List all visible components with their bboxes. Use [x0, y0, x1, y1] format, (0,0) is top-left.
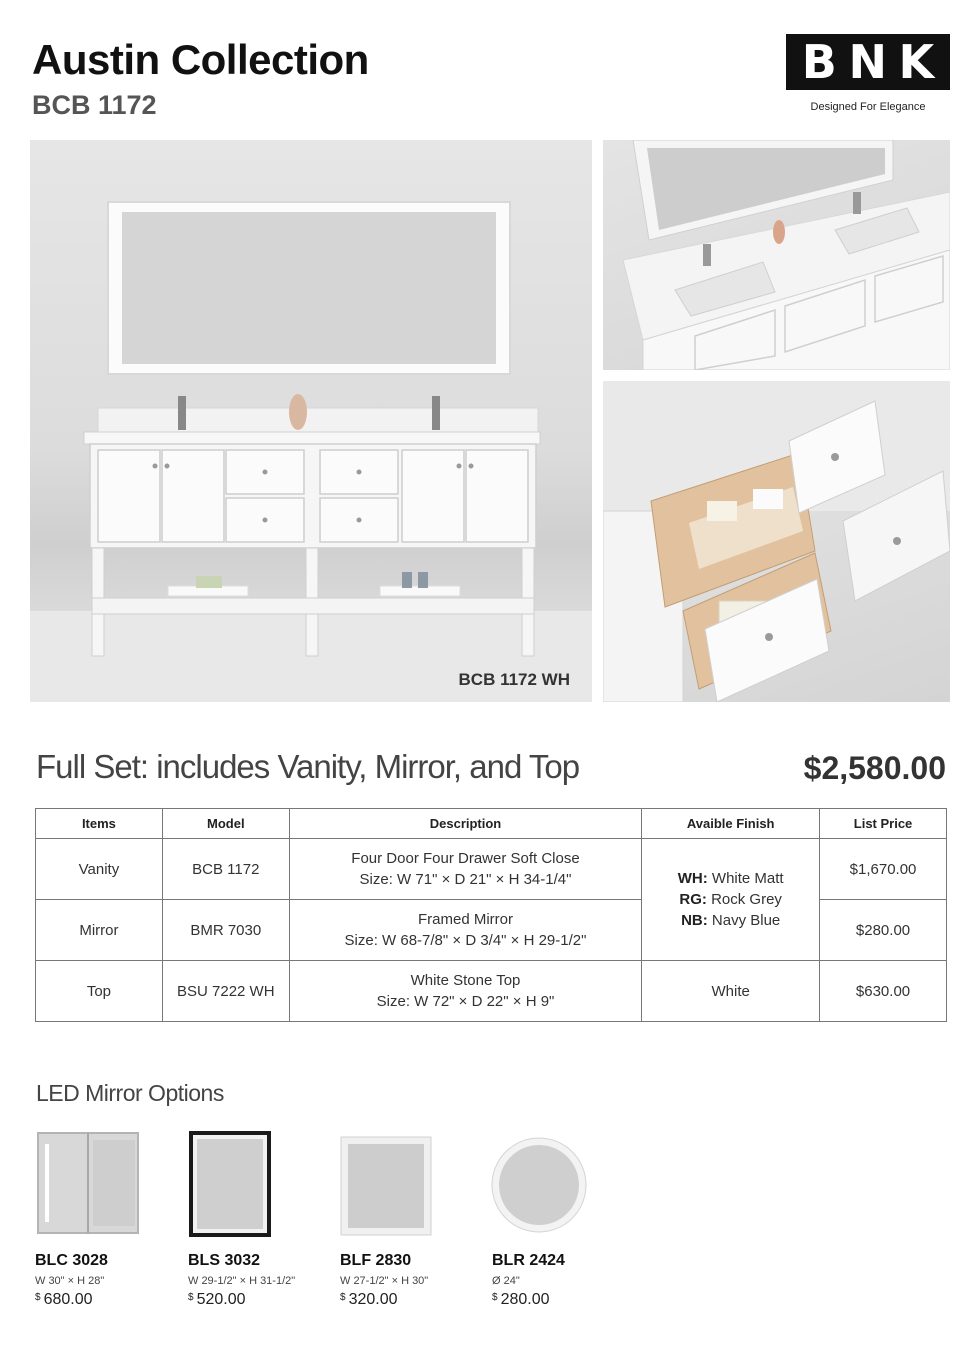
row-item: Vanity — [36, 839, 163, 900]
mirror-price: $ 680.00 — [35, 1291, 93, 1308]
spec-table — [35, 808, 947, 1022]
led-option-blr-2424[interactable] — [492, 1130, 632, 1309]
row-finish: White — [642, 961, 820, 1022]
header-model: Model — [162, 809, 289, 839]
row-model: BMR 7030 — [162, 900, 289, 961]
mirror-price: $ 520.00 — [188, 1291, 246, 1308]
mirror-size: W 29-1/2" × H 31-1/2" — [188, 1275, 296, 1287]
row-model: BCB 1172 — [162, 839, 289, 900]
mirror-glass — [122, 212, 496, 364]
led-option-bls-3032[interactable] — [188, 1130, 328, 1309]
page-title: Austin Collection — [32, 36, 369, 83]
table-header-row — [36, 809, 947, 839]
row-price: $280.00 — [820, 900, 947, 961]
faucet-left — [178, 396, 186, 430]
round-mirror-image — [492, 1130, 632, 1240]
sink-detail-photo — [603, 140, 950, 370]
model-subtitle: BCB 1172 — [32, 90, 157, 120]
row-item: Mirror — [36, 900, 163, 961]
table-row — [36, 839, 947, 900]
black-frame-mirror-image — [188, 1130, 328, 1240]
medicine-cabinet-image — [35, 1130, 175, 1240]
header-finish: Avaible Finish — [642, 809, 820, 839]
logo-letter-n: N — [848, 35, 887, 89]
logo-tagline: Designed For Elegance — [810, 101, 926, 113]
header-items: Items — [36, 809, 163, 839]
row-description — [289, 900, 642, 961]
sink-illustration — [603, 140, 950, 370]
mirror-size: W 30" × H 28" — [35, 1275, 105, 1287]
vase — [289, 394, 307, 430]
logo-mark — [786, 34, 950, 90]
size-line: Size: W 68-7/8" × D 3/4" × H 29-1/2" — [344, 932, 587, 949]
faucet-right — [432, 396, 440, 430]
photo-caption: BCB 1172 WH — [458, 670, 570, 689]
drawer-detail-photo — [603, 381, 950, 702]
finish-options — [642, 839, 820, 961]
description-line: Four Door Four Drawer Soft Close — [351, 850, 580, 867]
frameless-mirror-image — [340, 1130, 480, 1240]
vanity-illustration — [30, 140, 592, 702]
row-price: $630.00 — [820, 961, 947, 1022]
bottom-shelf — [92, 598, 534, 614]
brand-logo — [786, 34, 950, 113]
led-options-title: LED Mirror Options — [36, 1080, 224, 1106]
main-product-photo — [30, 140, 592, 702]
table-row — [36, 961, 947, 1022]
row-description — [289, 961, 642, 1022]
mirror-model: BLR 2424 — [492, 1252, 565, 1269]
description-line: White Stone Top — [410, 972, 521, 989]
mirror-model: BLS 3032 — [188, 1252, 261, 1269]
header-description: Description — [289, 809, 642, 839]
row-model: BSU 7222 WH — [162, 961, 289, 1022]
led-option-blc-3028[interactable] — [35, 1130, 175, 1309]
backsplash — [98, 408, 538, 432]
mirror-price: $ 320.00 — [340, 1291, 398, 1308]
row-item: Top — [36, 961, 163, 1022]
full-set-price: $2,580.00 — [803, 750, 946, 786]
header-list-price: List Price — [820, 809, 947, 839]
size-line: Size: W 71" × D 21" × H 34-1/4" — [359, 871, 572, 888]
row-description — [289, 839, 642, 900]
full-set-label: Full Set: includes Vanity, Mirror, and Top — [36, 748, 580, 785]
description-line: Framed Mirror — [417, 911, 513, 928]
size-line: Size: W 72" × D 22" × H 9" — [376, 993, 555, 1010]
logo-letter-k: K — [898, 35, 935, 89]
mirror-model: BLC 3028 — [35, 1252, 108, 1269]
countertop — [84, 432, 540, 444]
mirror-size: Ø 24" — [492, 1275, 520, 1287]
drawer-illustration — [603, 381, 950, 702]
finish-rock-grey: RG: Rock Grey — [679, 891, 782, 908]
mirror-size: W 27-1/2" × H 30" — [340, 1275, 429, 1287]
finish-navy-blue: NB: Navy Blue — [681, 912, 781, 929]
finish-white-matt: WH: White Matt — [677, 870, 784, 887]
mirror-price: $ 280.00 — [492, 1291, 550, 1308]
logo-letter-b: B — [801, 35, 837, 89]
row-price: $1,670.00 — [820, 839, 947, 900]
led-option-blf-2830[interactable] — [340, 1130, 480, 1309]
mirror-model: BLF 2830 — [340, 1252, 412, 1269]
